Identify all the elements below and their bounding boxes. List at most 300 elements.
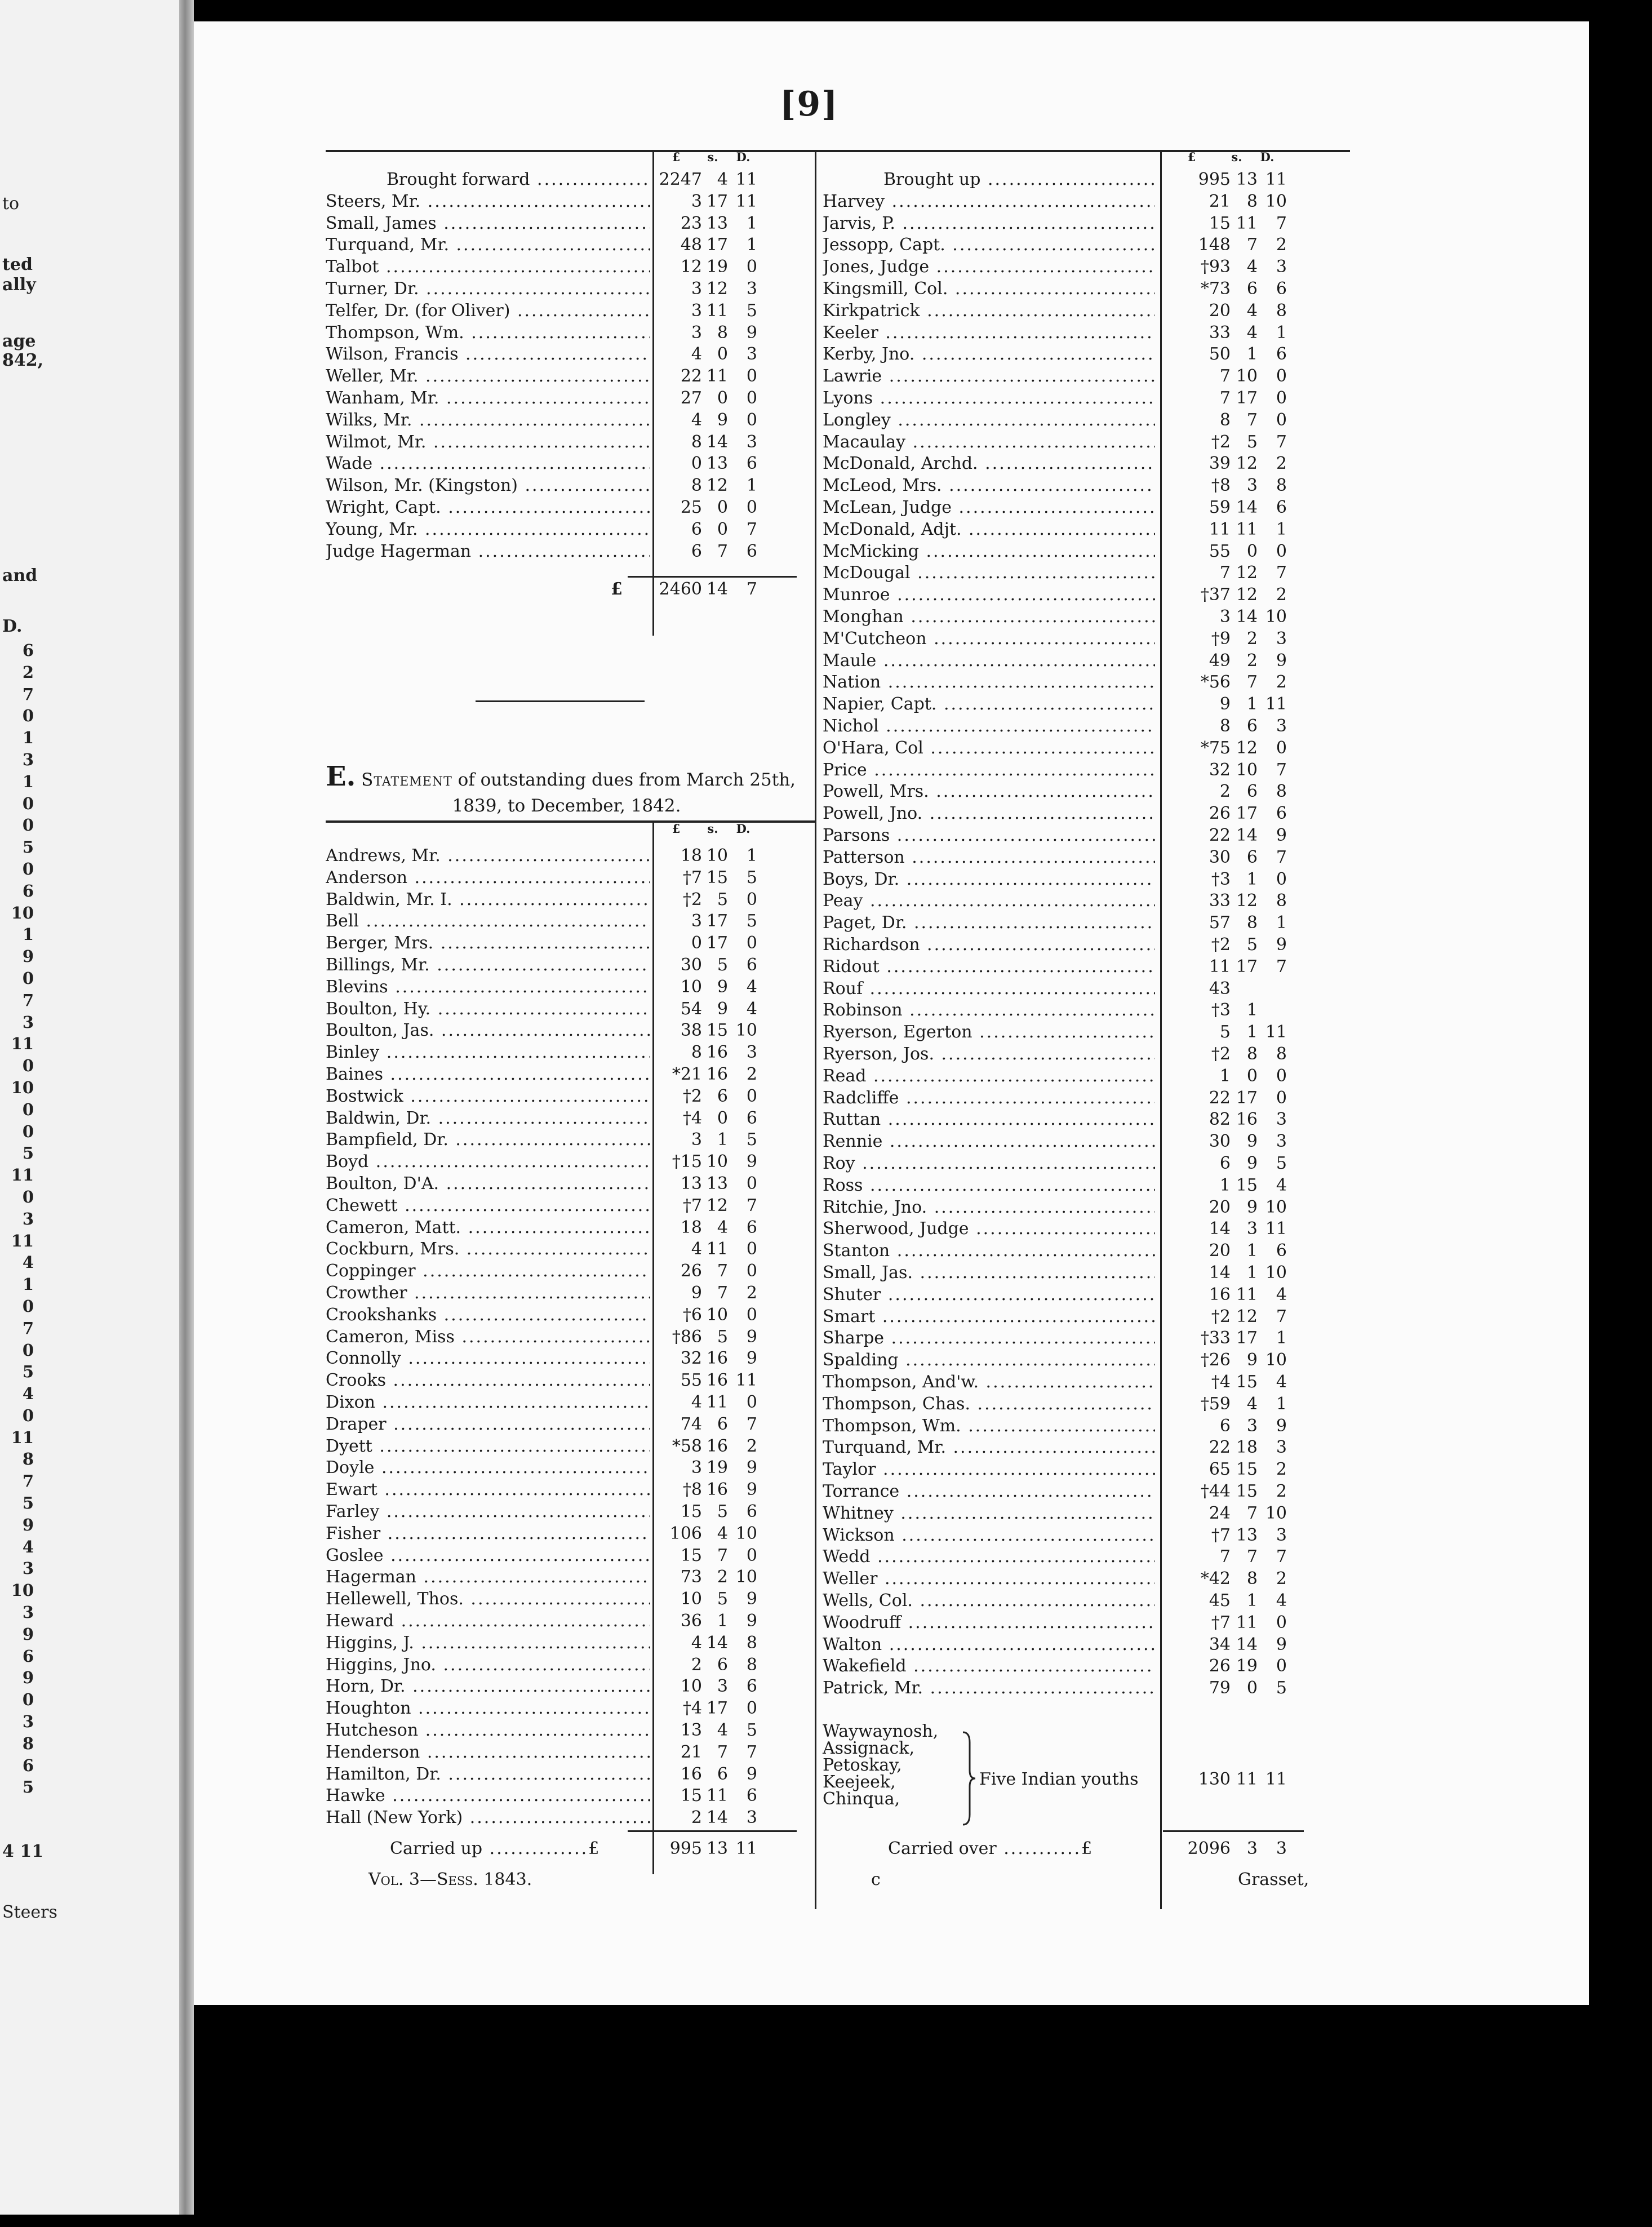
right-entry-name: Wedd ..... — [823, 1546, 1155, 1568]
left-entry-pounds: 38 — [680, 1021, 702, 1041]
left-entry-row — [326, 1545, 757, 1567]
left-page-digit: 9 — [22, 1668, 34, 1688]
right-entry-pounds: †33 — [1200, 1328, 1231, 1348]
brought-forward-row — [326, 475, 757, 497]
brought-forward-pence: 11 — [735, 191, 757, 211]
left-entry-pounds: 15 — [680, 1502, 702, 1521]
left-entry-pence: 7 — [746, 1414, 757, 1434]
left-entry-row — [326, 1785, 757, 1807]
right-entry-name: Wickson ..... — [823, 1525, 1155, 1547]
right-entry-shillings: 1 — [1246, 1263, 1258, 1283]
left-page-digit: 4 — [22, 1537, 34, 1556]
right-entry-pounds: 995 — [1198, 170, 1231, 189]
statement-line1: of outstanding dues from March 25th, — [458, 770, 796, 790]
left-page-digit: 3 — [22, 1603, 34, 1622]
right-entry-name: Patterson ..... — [823, 847, 1155, 869]
brought-forward-pence: 6 — [746, 541, 757, 561]
left-entry-name: Dixon ..... — [326, 1392, 650, 1414]
left-entry-row — [326, 1720, 757, 1742]
brought-forward-name: Wright, Capt. ..... — [326, 497, 650, 519]
right-entry-pence: 11 — [1265, 1219, 1287, 1239]
left-entry-pence: 1 — [746, 846, 757, 866]
brought-forward-pence: 0 — [746, 498, 757, 517]
total-pence: 7 — [746, 579, 757, 599]
right-entry-shillings: 3 — [1246, 1219, 1258, 1239]
right-entry-shillings: 19 — [1236, 1656, 1258, 1676]
right-entry-shillings: 2 — [1246, 628, 1258, 649]
right-entry-row — [823, 803, 1287, 825]
left-entry-pounds: †2 — [682, 1086, 702, 1106]
right-entry-row — [823, 1634, 1287, 1656]
left-entry-row — [326, 1392, 757, 1414]
left-entry-row — [326, 955, 757, 977]
right-entry-pence: 7 — [1276, 563, 1287, 583]
right-entry-row — [823, 497, 1287, 519]
right-entry-pence: 3 — [1276, 716, 1287, 736]
right-entry-shillings: 5 — [1246, 935, 1258, 955]
right-entry-pounds: 20 — [1209, 1197, 1231, 1217]
brought-forward-row — [326, 410, 757, 432]
left-page-digit: 6 — [22, 1646, 34, 1666]
right-entry-name: McDonald, Archd. ..... — [823, 453, 1155, 475]
right-entry-row — [823, 694, 1287, 716]
brought-forward-pounds: 6 — [691, 541, 702, 561]
right-entry-row — [823, 1416, 1287, 1438]
right-entry-row — [823, 191, 1287, 213]
right-entry-name: Parsons ..... — [823, 825, 1155, 847]
right-entry-pence: 6 — [1276, 279, 1287, 299]
brought-forward-row — [326, 366, 757, 388]
right-entry-pounds: 33 — [1209, 891, 1231, 911]
left-entry-shillings: 10 — [706, 1305, 728, 1325]
left-entry-row — [326, 1414, 757, 1436]
right-entry-pounds: 26 — [1209, 1656, 1231, 1676]
book-gutter — [179, 0, 194, 2215]
left-page-digit: 10 — [11, 1077, 34, 1097]
left-page-digit: 0 — [22, 1099, 34, 1119]
left-entry-pence: 0 — [746, 1174, 757, 1194]
brought-forward-shillings: 0 — [717, 388, 728, 408]
right-entry-shillings: 1 — [1246, 694, 1258, 715]
right-entry-row — [823, 432, 1287, 454]
left-entry-shillings: 0 — [717, 1108, 728, 1128]
left-entry-row — [326, 1764, 757, 1786]
right-entry-pounds: 34 — [1209, 1634, 1231, 1654]
right-entry-pounds: 8 — [1219, 410, 1231, 430]
left-page-digit: 7 — [22, 1471, 34, 1491]
right-entry-pounds: 16 — [1209, 1284, 1231, 1305]
brought-forward-pence: 1 — [746, 213, 757, 233]
right-entry-name: Ryerson, Egerton ..... — [823, 1022, 1155, 1044]
indian-youth-name: Assignack, — [823, 1738, 914, 1758]
right-entry-name: Harvey ..... — [823, 191, 1155, 213]
right-entry-pounds: 59 — [1209, 498, 1231, 517]
left-entry-shillings: 4 — [717, 1720, 728, 1740]
right-entry-pounds: 55 — [1209, 541, 1231, 561]
right-entry-shillings: 12 — [1236, 563, 1258, 583]
left-entry-name: Cockburn, Mrs. ..... — [326, 1239, 650, 1261]
right-entry-pence: 3 — [1276, 1110, 1287, 1130]
left-entry-pounds: 18 — [680, 846, 702, 866]
brought-forward-name: Turquand, Mr. ..... — [326, 234, 650, 256]
right-entry-pounds: 45 — [1209, 1591, 1231, 1611]
right-entry-shillings: 0 — [1246, 1066, 1258, 1086]
right-entry-name: Small, Jas. ..... — [823, 1262, 1155, 1284]
right-entry-pounds: †44 — [1200, 1481, 1231, 1501]
right-entry-name: Spalding ..... — [823, 1350, 1155, 1372]
left-entry-name: Cameron, Miss ..... — [326, 1327, 650, 1348]
left-entry-row — [326, 1479, 757, 1501]
left-entry-row — [326, 889, 757, 911]
right-entry-pence: 3 — [1276, 1132, 1287, 1152]
right-entry-pence: 1 — [1276, 913, 1287, 933]
right-entry-row — [823, 169, 1287, 191]
right-entry-shillings: 9 — [1246, 1350, 1258, 1370]
section-separator — [476, 700, 645, 702]
brought-forward-name: Wilson, Francis ..... — [326, 344, 650, 366]
right-entry-name: Smart ..... — [823, 1306, 1155, 1328]
right-entry-row — [823, 956, 1287, 978]
right-entry-pence: 1 — [1276, 1394, 1287, 1414]
left-page-digit: 1 — [22, 1275, 34, 1294]
right-entry-pence: 2 — [1276, 1569, 1287, 1589]
brought-forward-name: Wilmot, Mr. ..... — [326, 432, 650, 454]
right-entry-row — [823, 1328, 1287, 1350]
right-entry-pence: 2 — [1276, 454, 1287, 474]
left-page-digit: 0 — [22, 793, 34, 813]
left-page-digit: 3 — [22, 1559, 34, 1578]
brought-forward-row — [326, 234, 757, 256]
right-entry-pounds: 82 — [1209, 1110, 1231, 1130]
left-entry-name: Billings, Mr. ..... — [326, 955, 650, 977]
right-entry-shillings: 10 — [1236, 366, 1258, 387]
brought-forward-pence: 1 — [746, 235, 757, 255]
right-entry-pence: 7 — [1276, 1547, 1287, 1567]
right-entry-shillings: 17 — [1236, 1088, 1258, 1108]
right-entry-shillings: 0 — [1246, 541, 1258, 561]
right-entry-shillings: 14 — [1236, 607, 1258, 627]
brought-forward-shillings: 11 — [706, 300, 728, 321]
left-entry-shillings: 5 — [717, 1589, 728, 1609]
left-entry-pence: 9 — [746, 1611, 757, 1631]
right-entry-pounds: 7 — [1219, 563, 1231, 583]
right-entry-pence: 6 — [1276, 804, 1287, 824]
right-entry-shillings: 12 — [1236, 738, 1258, 758]
brought-forward-shillings: 0 — [717, 519, 728, 539]
total-pound-symbol: £ — [611, 579, 623, 599]
brought-forward-pounds: 8 — [691, 432, 702, 452]
right-entry-pence: 2 — [1276, 672, 1287, 693]
left-entry-name: Anderson ..... — [326, 867, 650, 889]
brought-forward-shillings: 7 — [717, 541, 728, 561]
carried-up-pence: 11 — [735, 1839, 757, 1858]
left-entry-pounds: †15 — [672, 1152, 702, 1172]
brought-forward-name: Telfer, Dr. (for Oliver) ..... — [326, 300, 650, 322]
right-entry-pounds: 22 — [1209, 1088, 1231, 1108]
right-entry-pounds: 43 — [1209, 978, 1231, 999]
right-entry-pounds: 32 — [1209, 760, 1231, 780]
left-entry-name: Chewett ..... — [326, 1195, 650, 1217]
right-entry-pounds: 2 — [1219, 782, 1231, 802]
right-entry-pence: 10 — [1265, 1263, 1287, 1283]
left-entry-pence: 7 — [746, 1195, 757, 1215]
right-entry-pence: 8 — [1276, 300, 1287, 321]
left-entry-pounds: 3 — [691, 1130, 702, 1150]
right-entry-pence: 1 — [1276, 1328, 1287, 1348]
left-entry-name: Boulton, Jas. ..... — [326, 1020, 650, 1042]
left-entry-row — [326, 1632, 757, 1654]
left-page-digit: 1 — [22, 728, 34, 748]
right-entry-name: Lawrie ..... — [823, 366, 1155, 388]
pound-header-lower: £ — [672, 822, 681, 836]
left-page-digits — [0, 640, 34, 1798]
right-entry-pence: 3 — [1276, 628, 1287, 649]
left-entry-pence: 5 — [746, 911, 757, 931]
left-entry-name: Fisher ..... — [326, 1523, 650, 1545]
right-entry-row — [823, 562, 1287, 584]
right-entry-row — [823, 869, 1287, 891]
brought-forward-shillings: 19 — [706, 257, 728, 277]
right-entry-pounds: †3 — [1211, 1000, 1231, 1021]
left-entry-pence: 0 — [746, 1698, 757, 1719]
left-entry-name: Bampfield, Dr. ..... — [326, 1129, 650, 1151]
left-entry-row — [326, 1239, 757, 1261]
shilling-header: s. — [707, 150, 718, 164]
pence-header-lower: D. — [736, 822, 750, 836]
left-entry-row — [326, 1217, 757, 1239]
brought-forward-pence: 6 — [746, 454, 757, 474]
right-entry-pence: 1 — [1276, 322, 1287, 343]
right-entry-pounds: 39 — [1209, 454, 1231, 474]
brought-forward-row — [326, 322, 757, 344]
right-entry-name: Richardson ..... — [823, 934, 1155, 956]
left-entry-pence: 0 — [746, 1239, 757, 1259]
right-entry-row — [823, 1022, 1287, 1044]
left-page-digit: 5 — [22, 837, 34, 857]
left-entry-row — [326, 1108, 757, 1130]
right-entry-pence: 0 — [1276, 738, 1287, 758]
right-entry-row — [823, 1088, 1287, 1110]
carried-over-rule — [1163, 1830, 1304, 1832]
right-entry-name: McDougal ..... — [823, 562, 1155, 584]
right-entry-pence: 7 — [1276, 432, 1287, 452]
right-entry-name: McLean, Judge ..... — [823, 497, 1155, 519]
brought-forward-shillings: 17 — [706, 191, 728, 211]
left-entry-pounds: †4 — [682, 1108, 702, 1128]
left-entry-shillings: 3 — [717, 1676, 728, 1697]
right-entry-name: Rennie ..... — [823, 1131, 1155, 1153]
page-number: [9] — [780, 85, 839, 124]
right-entry-row — [823, 322, 1287, 344]
left-entry-name: Baldwin, Dr. ..... — [326, 1108, 650, 1130]
left-entry-name: Ewart ..... — [326, 1479, 650, 1501]
right-entry-pounds: 14 — [1209, 1263, 1231, 1283]
left-page-fragment — [0, 0, 179, 2215]
left-entry-pence: 10 — [735, 1021, 757, 1041]
right-entry-pounds: 5 — [1219, 1022, 1231, 1042]
brought-forward-row — [326, 300, 757, 322]
brace-icon — [961, 1731, 978, 1827]
right-entry-row — [823, 1109, 1287, 1131]
left-entry-row — [326, 1676, 757, 1698]
left-page-digit: 0 — [22, 968, 34, 988]
left-entry-row — [326, 1742, 757, 1764]
right-entry-shillings: 6 — [1246, 279, 1258, 299]
brought-forward-name: Talbot ..... — [326, 256, 650, 278]
brought-forward-shillings: 0 — [717, 498, 728, 517]
brought-forward-pounds: 4 — [691, 410, 702, 430]
brought-forward-pounds: 3 — [691, 191, 702, 211]
left-entry-name: Houghton ..... — [326, 1698, 650, 1720]
left-page-digit: 9 — [22, 1515, 34, 1534]
right-entry-pence: 2 — [1276, 585, 1287, 605]
right-entry-pounds: †3 — [1211, 869, 1231, 889]
right-entry-name: Read ..... — [823, 1066, 1155, 1088]
left-page-text: and — [2, 566, 38, 585]
left-entry-shillings: 17 — [706, 933, 728, 953]
left-entry-row — [326, 845, 757, 867]
right-entry-pence: 4 — [1276, 1591, 1287, 1611]
left-entry-name: Higgins, J. ..... — [326, 1632, 650, 1654]
left-entry-pounds: 2 — [691, 1654, 702, 1675]
brought-forward-pounds: 27 — [680, 388, 702, 408]
left-entry-pence: 2 — [746, 1283, 757, 1303]
pence-header-right: D. — [1260, 150, 1274, 164]
left-entry-name: Hall (New York) ..... — [326, 1807, 650, 1829]
brought-forward-row — [326, 344, 757, 366]
youths-shillings: 11 — [1236, 1769, 1258, 1789]
left-entry-row — [326, 1501, 757, 1523]
left-entry-pence: 0 — [746, 1086, 757, 1106]
left-entry-shillings: 9 — [717, 977, 728, 997]
left-entry-row — [326, 1129, 757, 1151]
right-entry-name: Torrance ..... — [823, 1481, 1155, 1503]
right-entry-pence: 9 — [1276, 826, 1287, 845]
right-entry-row — [823, 344, 1287, 366]
right-entry-row — [823, 760, 1287, 782]
carried-over-pence: 3 — [1276, 1839, 1287, 1858]
left-entry-pence: 8 — [746, 1632, 757, 1653]
right-entry-name: Ryerson, Jos. ..... — [823, 1044, 1155, 1066]
left-entry-row — [326, 1261, 757, 1283]
left-entry-name: Goslee ..... — [326, 1545, 650, 1567]
left-entry-pounds: 4 — [691, 1632, 702, 1653]
left-entry-shillings: 5 — [717, 955, 728, 975]
right-entry-row — [823, 606, 1287, 628]
right-entry-pounds: 148 — [1198, 235, 1231, 255]
left-entry-pounds: †8 — [682, 1480, 702, 1500]
right-entry-pence: 4 — [1276, 1175, 1287, 1195]
brought-forward-name: Wanham, Mr. ..... — [326, 388, 650, 410]
left-entry-shillings: 16 — [706, 1370, 728, 1391]
right-entry-pounds: 21 — [1209, 191, 1231, 211]
left-entry-row — [326, 1195, 757, 1217]
right-entry-name: Lyons ..... — [823, 388, 1155, 410]
carried-up-pounds: 995 — [669, 1839, 702, 1858]
right-entry-pounds: 50 — [1209, 344, 1231, 365]
brought-forward-row — [326, 432, 757, 454]
left-entry-row — [326, 1283, 757, 1305]
right-entry-pence: 0 — [1276, 1066, 1287, 1086]
left-entry-name: Hamilton, Dr. ..... — [326, 1764, 650, 1786]
left-page-digit: 11 — [11, 1165, 34, 1185]
left-entry-pounds: 0 — [691, 933, 702, 953]
left-entry-name: Boyd ..... — [326, 1151, 650, 1173]
left-entry-row — [326, 1042, 757, 1064]
left-entry-shillings: 17 — [706, 911, 728, 931]
youths-label: Five Indian youths — [979, 1769, 1139, 1789]
right-entry-name: Nation ..... — [823, 672, 1155, 694]
brought-forward-pence: 3 — [746, 432, 757, 452]
left-entry-pounds: 13 — [680, 1174, 702, 1194]
right-entry-pence: 7 — [1276, 1306, 1287, 1327]
right-entry-pence: 10 — [1265, 607, 1287, 627]
right-entry-name: Kerby, Jno. ..... — [823, 344, 1155, 366]
left-entry-shillings: 1 — [717, 1611, 728, 1631]
left-entry-pounds: *21 — [672, 1064, 702, 1084]
left-entry-pounds: 106 — [669, 1523, 702, 1543]
left-entry-shillings: 7 — [717, 1742, 728, 1762]
left-entry-shillings: 16 — [706, 1348, 728, 1369]
left-entry-name: Hutcheson ..... — [326, 1720, 650, 1742]
right-entry-shillings: 16 — [1236, 1110, 1258, 1130]
right-entry-pounds: 20 — [1209, 1241, 1231, 1261]
right-entry-shillings: 3 — [1246, 1416, 1258, 1436]
right-entry-pounds: †26 — [1200, 1350, 1231, 1370]
right-entry-row — [823, 1066, 1287, 1088]
right-entry-pence: 5 — [1276, 1678, 1287, 1698]
right-entry-name: Robinson ..... — [823, 1000, 1155, 1022]
right-entry-pence: 8 — [1276, 1044, 1287, 1064]
indian-youths-group — [823, 1723, 1375, 1808]
brought-forward-shillings: 11 — [706, 366, 728, 387]
pound-header: £ — [672, 150, 681, 164]
indian-youth-names — [823, 1723, 1375, 1808]
left-entry-pence: 9 — [746, 1480, 757, 1500]
right-entry-shillings: 0 — [1246, 1678, 1258, 1698]
brought-forward-name: Wilks, Mr. ..... — [326, 410, 650, 432]
left-entry-row — [326, 1567, 757, 1589]
left-entry-pounds: 30 — [680, 955, 702, 975]
right-entry-shillings: 6 — [1246, 716, 1258, 736]
total-pounds: 2460 — [659, 579, 702, 599]
left-page-digit: 10 — [11, 1581, 34, 1600]
left-entry-name: Bostwick ..... — [326, 1086, 650, 1108]
statement-line2: 1839, to December, 1842. — [452, 796, 681, 816]
left-entry-row — [326, 1523, 757, 1545]
left-entry-name: Crooks ..... — [326, 1370, 650, 1392]
right-entry-pounds: 3 — [1219, 607, 1231, 627]
left-page-digit: 0 — [22, 706, 34, 726]
right-entry-pence: 4 — [1276, 1284, 1287, 1305]
right-entry-pence: 8 — [1276, 891, 1287, 911]
carried-over-pounds: 2096 — [1187, 1839, 1231, 1858]
right-entry-pounds: 14 — [1209, 1219, 1231, 1239]
left-page-digit: 10 — [11, 903, 34, 922]
left-page-digit: 11 — [11, 1034, 34, 1054]
right-entry-shillings: 14 — [1236, 498, 1258, 517]
right-entry-name: Shuter ..... — [823, 1284, 1155, 1306]
right-entry-row — [823, 628, 1287, 650]
statement-heading — [326, 761, 807, 819]
left-page-digit: 7 — [22, 990, 34, 1010]
right-entry-shillings: 13 — [1236, 170, 1258, 189]
left-entry-shillings: 5 — [717, 889, 728, 910]
left-entry-pence: 11 — [735, 1370, 757, 1391]
brought-forward-shillings: 14 — [706, 432, 728, 452]
right-entry-shillings: 9 — [1246, 1132, 1258, 1152]
brought-forward-shillings: 9 — [717, 410, 728, 430]
